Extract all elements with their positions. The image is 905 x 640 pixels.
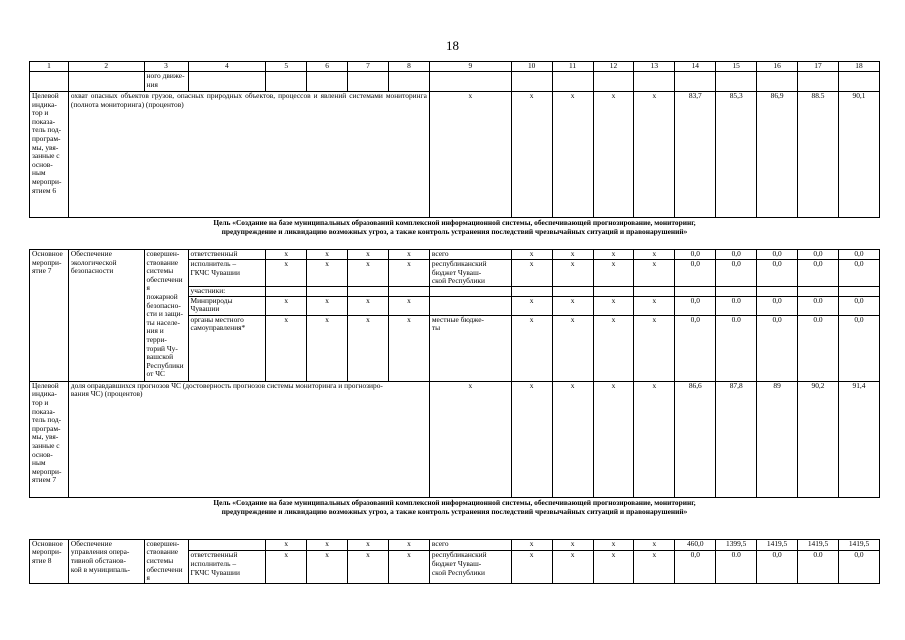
funding-value: 1419,5 xyxy=(757,539,798,551)
column-header-12: 12 xyxy=(593,62,634,72)
table-cell: х xyxy=(634,551,675,583)
table-cell: х xyxy=(552,92,593,218)
indicator-value: 90,1 xyxy=(838,92,879,218)
table-cell xyxy=(348,286,389,296)
goal-heading: Цель «Создание на базе муниципальных образований комплексной информационной системы, обеспечивающей прогнозирование, мониторинг, предупреждение и ликвидацию возможных угроз, а также контроль устранения последствий чрезвычайных ситуаций и правонарушений» xyxy=(30,218,880,250)
table-cell: х xyxy=(348,551,389,583)
responsible-cell: участники: xyxy=(188,286,266,296)
funding-value: 0,0 xyxy=(675,551,716,583)
table-cell: х xyxy=(634,92,675,218)
funding-value: 0,0 xyxy=(675,260,716,287)
table-cell xyxy=(593,286,634,296)
table-cell xyxy=(388,72,429,92)
table-cell: х xyxy=(511,296,552,315)
event-row xyxy=(30,539,880,551)
funding-value: 460,0 xyxy=(675,539,716,551)
table-cell: х xyxy=(552,551,593,583)
indicator-value: 88.5 xyxy=(798,92,839,218)
funding-value: 0,0 xyxy=(757,260,798,287)
column-header-9: 9 xyxy=(429,62,511,72)
funding-value: 0.0 xyxy=(798,315,839,381)
table-cell xyxy=(266,72,307,92)
table-cell xyxy=(552,286,593,296)
table-cell xyxy=(511,286,552,296)
table-cell xyxy=(307,286,348,296)
column-header-16: 16 xyxy=(757,62,798,72)
table-cell: х xyxy=(266,260,307,287)
table-cell xyxy=(593,72,634,92)
table-cell: х xyxy=(593,296,634,315)
funding-value: 0,0 xyxy=(838,296,879,315)
indicator-value: 86,6 xyxy=(675,381,716,497)
goal-row xyxy=(30,497,880,539)
table-cell: х xyxy=(266,315,307,381)
target-indicator-label: Целевой индика- тор и показа- тель под- програм- мы, увя- занные с основ- ным меропри- ятием 7 xyxy=(30,381,69,497)
funding-source: всего xyxy=(429,250,511,260)
funding-source: всего xyxy=(429,539,511,551)
table-cell: х xyxy=(511,381,552,497)
column-header-5: 5 xyxy=(266,62,307,72)
table-cell: х xyxy=(593,92,634,218)
table-cell: х xyxy=(511,539,552,551)
table-cell: х xyxy=(388,539,429,551)
funding-value: 0,0 xyxy=(838,551,879,583)
funding-value: 0,0 xyxy=(838,260,879,287)
indicator-value: 85,3 xyxy=(716,92,757,218)
table-cell: х xyxy=(552,539,593,551)
responsible-cell: исполнитель – ГКЧС Чувашии xyxy=(188,260,266,287)
indicator-value: 87,8 xyxy=(716,381,757,497)
table-cell xyxy=(266,286,307,296)
table-cell: х xyxy=(511,250,552,260)
table-cell: х xyxy=(593,315,634,381)
target-indicator-row-7 xyxy=(30,381,880,497)
table-cell: х xyxy=(634,260,675,287)
table-cell: х xyxy=(388,296,429,315)
column-header-11: 11 xyxy=(552,62,593,72)
funding-value: 0,0 xyxy=(757,315,798,381)
funding-source xyxy=(429,296,511,315)
column-header-15: 15 xyxy=(716,62,757,72)
table-cell: х xyxy=(511,92,552,218)
table-cell xyxy=(634,72,675,92)
table-cell xyxy=(675,286,716,296)
table-cell xyxy=(798,286,839,296)
table-cell: х xyxy=(348,250,389,260)
column-header-7: 7 xyxy=(348,62,389,72)
table-cell xyxy=(68,72,144,92)
table-cell: х xyxy=(348,296,389,315)
table-cell: х xyxy=(307,539,348,551)
table-cell xyxy=(757,286,798,296)
table-cell xyxy=(552,72,593,92)
table-cell xyxy=(716,286,757,296)
table-cell xyxy=(429,72,511,92)
table-cell: х xyxy=(552,315,593,381)
table-cell: х xyxy=(266,296,307,315)
column-header-18: 18 xyxy=(838,62,879,72)
table-cell: х xyxy=(552,250,593,260)
table-cell: х xyxy=(266,250,307,260)
funding-value: 0,0 xyxy=(757,296,798,315)
table-cell: х xyxy=(593,381,634,497)
table-cell xyxy=(307,72,348,92)
funding-value: 0,0 xyxy=(757,250,798,260)
table-cell xyxy=(757,72,798,92)
funding-value: 1419,5 xyxy=(838,539,879,551)
funding-value: 0,0 xyxy=(675,315,716,381)
funding-value: 0.0 xyxy=(716,296,757,315)
funding-value: 0,0 xyxy=(675,250,716,260)
column-header-1: 1 xyxy=(30,62,69,72)
goal-row xyxy=(30,218,880,250)
indicator-value: 83,7 xyxy=(675,92,716,218)
table-cell: х xyxy=(552,381,593,497)
continuation-text: ного движе- ния xyxy=(144,72,188,92)
table-cell: х xyxy=(348,260,389,287)
table-cell: х xyxy=(307,296,348,315)
table-cell: х xyxy=(307,250,348,260)
table-cell: х xyxy=(266,539,307,551)
table-cell: х xyxy=(634,539,675,551)
table-cell xyxy=(838,72,879,92)
event-label: Основное меропри- ятие 7 xyxy=(30,250,69,382)
funding-source: местные бюдже- ты xyxy=(429,315,511,381)
column-header-8: 8 xyxy=(388,62,429,72)
funding-value: 0,0 xyxy=(716,260,757,287)
responsible-cell: ответственный xyxy=(188,250,266,260)
funding-value: 0.0 xyxy=(716,551,757,583)
table-cell: х xyxy=(429,381,511,497)
event-name: Обеспечение экологической безопасности xyxy=(68,250,144,382)
table-cell: х xyxy=(348,539,389,551)
table-cell: х xyxy=(511,315,552,381)
column-header-13: 13 xyxy=(634,62,675,72)
table-cell xyxy=(675,72,716,92)
table-cell: х xyxy=(266,551,307,583)
table-cell: х xyxy=(348,315,389,381)
column-header-4: 4 xyxy=(188,62,266,72)
table-cell xyxy=(798,72,839,92)
table-cell xyxy=(348,72,389,92)
responsible-cell: Минприроды Чувашии xyxy=(188,296,266,315)
budget-table xyxy=(29,61,880,584)
event-label: Основное меропри- ятие 8 xyxy=(30,539,69,583)
target-indicator-description: доля оправдавшихся прогнозов ЧС (достоверность прогнозов системы мониторинга и прогнозиро- вания ЧС) (процентов) xyxy=(68,381,429,497)
table-cell xyxy=(838,286,879,296)
column-header-14: 14 xyxy=(675,62,716,72)
table-cell: х xyxy=(388,250,429,260)
table-cell xyxy=(634,286,675,296)
column-header-6: 6 xyxy=(307,62,348,72)
table-cell: х xyxy=(307,260,348,287)
funding-source: республиканский бюджет Чуваш- ской Республики xyxy=(429,260,511,287)
table-cell: х xyxy=(388,551,429,583)
table-cell: х xyxy=(593,539,634,551)
table-cell xyxy=(388,286,429,296)
target-indicator-label: Целевой индика- тор и показа- тель под- програм- мы, увя- занные с основ- ным меропри- ятием 6 xyxy=(30,92,69,218)
funding-value: 0,0 xyxy=(838,250,879,260)
indicator-value: 86,9 xyxy=(757,92,798,218)
goal-heading: Цель «Создание на базе муниципальных образований комплексной информационной системы, обеспечивающей прогнозирование, мониторинг, предупреждение и ликвидацию возможных угроз, а также контроль устранения последствий чрезвычайных ситуаций и правонарушений» xyxy=(30,497,880,539)
table-cell: х xyxy=(634,250,675,260)
responsible-cell xyxy=(188,539,266,551)
funding-value: 0,0 xyxy=(798,260,839,287)
table-cell: х xyxy=(634,296,675,315)
funding-value: 1419,5 xyxy=(798,539,839,551)
table-cell: х xyxy=(307,315,348,381)
event-name: Обеспечение управления опера- тивной обстанов- кой в муниципаль- xyxy=(68,539,144,583)
table-cell: х xyxy=(593,551,634,583)
funding-value: 0.0 xyxy=(716,315,757,381)
funding-value: 0,0 xyxy=(838,315,879,381)
funding-value: 0,0 xyxy=(798,250,839,260)
table-cell xyxy=(30,72,69,92)
continuation-row xyxy=(30,72,880,92)
table-cell: х xyxy=(429,92,511,218)
funding-value: 1399,5 xyxy=(716,539,757,551)
target-indicator-row-6 xyxy=(30,92,880,218)
responsible-cell: органы местного самоуправления* xyxy=(188,315,266,381)
indicator-value: 89 xyxy=(757,381,798,497)
event-description: совершен- ствование системы обеспечения пожарной безопасно- сти и защи- ты населе- ния и терри- торий Чу- вашской Республики от ЧС xyxy=(144,250,188,382)
event-description: совершен- ствование системы обеспечения xyxy=(144,539,188,583)
responsible-cell: ответственный исполнитель – ГКЧС Чувашии xyxy=(188,551,266,583)
table-cell xyxy=(188,72,266,92)
table-cell: х xyxy=(388,315,429,381)
column-header-10: 10 xyxy=(511,62,552,72)
table-cell: х xyxy=(307,551,348,583)
table-cell xyxy=(511,72,552,92)
funding-value: 0.0 xyxy=(798,296,839,315)
table-cell: х xyxy=(552,260,593,287)
column-header-2: 2 xyxy=(68,62,144,72)
funding-source: республиканский бюджет Чуваш- ской Республики xyxy=(429,551,511,583)
target-indicator-description: охват опасных объектов грузов, опасных природных объектов, процессов и явлений системами мониторинга (полнота мониторинга) (процентов) xyxy=(68,92,429,218)
indicator-value: 90,2 xyxy=(798,381,839,497)
table-cell xyxy=(429,286,511,296)
table-cell xyxy=(716,72,757,92)
table-cell: х xyxy=(634,381,675,497)
header-row xyxy=(30,62,880,72)
table-cell: х xyxy=(634,315,675,381)
table-cell: х xyxy=(511,551,552,583)
funding-value: 0,0 xyxy=(716,250,757,260)
column-header-17: 17 xyxy=(798,62,839,72)
funding-value: 0,0 xyxy=(675,296,716,315)
event-row xyxy=(30,250,880,260)
table-cell: х xyxy=(593,250,634,260)
table-cell: х xyxy=(552,296,593,315)
table-cell: х xyxy=(511,260,552,287)
table-cell: х xyxy=(388,260,429,287)
column-header-3: 3 xyxy=(144,62,188,72)
funding-value: 0,0 xyxy=(757,551,798,583)
indicator-value: 91,4 xyxy=(838,381,879,497)
funding-value: 0.0 xyxy=(798,551,839,583)
page-number: 18 xyxy=(446,38,459,53)
table-cell: х xyxy=(593,260,634,287)
